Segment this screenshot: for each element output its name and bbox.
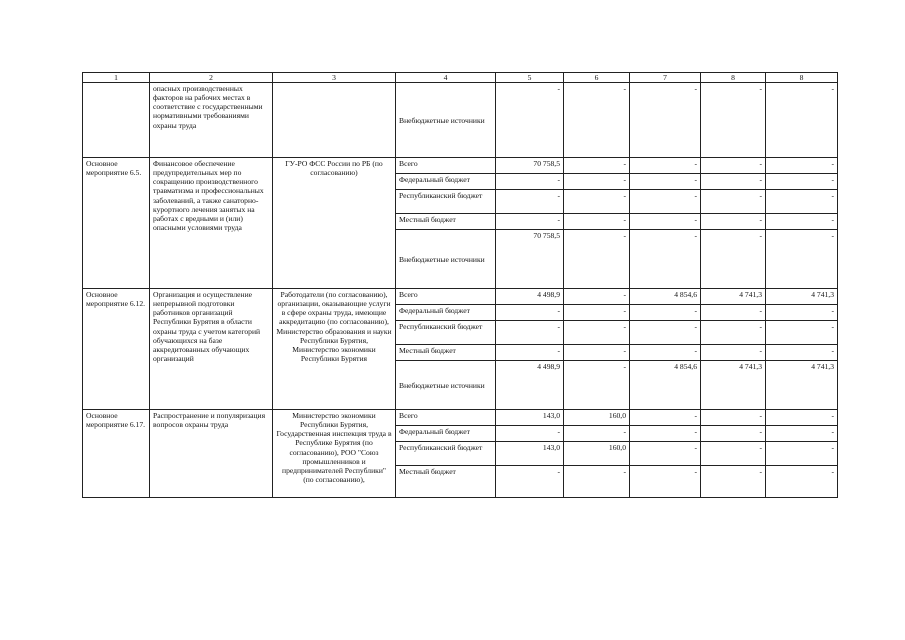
- source-cell: Республиканский бюджет: [396, 190, 496, 214]
- value-cell: -: [766, 426, 838, 442]
- value-cell: 4 741,3: [701, 361, 766, 410]
- source-cell: Федеральный бюджет: [396, 426, 496, 442]
- value-cell: -: [630, 190, 701, 214]
- value-cell: -: [496, 466, 564, 498]
- value-cell: -: [701, 158, 766, 174]
- value-cell: -: [564, 174, 630, 190]
- source-cell: Федеральный бюджет: [396, 305, 496, 321]
- value-cell: -: [701, 190, 766, 214]
- event-name: Основное мероприятие 6.12.: [83, 289, 150, 410]
- value-cell: -: [496, 83, 564, 158]
- value-cell: -: [564, 289, 630, 305]
- value-cell: 4 854,6: [630, 361, 701, 410]
- source-cell: Всего: [396, 289, 496, 305]
- event-name: Основное мероприятие 6.5.: [83, 158, 150, 289]
- executor-cell: Министерство экономики Республики Бурятия, Государственная инспекция труда в Республике Бурятия (по согласованию), РОО "Союз промышленников и предпринимателей Республики" (по согласованию),: [273, 410, 396, 498]
- value-cell: -: [630, 345, 701, 361]
- source-cell: Внебюджетные источники: [396, 361, 496, 410]
- event-cell: [83, 83, 150, 158]
- value-cell: -: [766, 174, 838, 190]
- value-cell: -: [564, 190, 630, 214]
- event-name: Основное мероприятие 6.17.: [83, 410, 150, 498]
- value-cell: 143,0: [496, 410, 564, 426]
- table-row: [83, 158, 838, 174]
- value-cell: 4 498,9: [496, 361, 564, 410]
- value-cell: -: [766, 158, 838, 174]
- value-cell: -: [701, 426, 766, 442]
- value-cell: -: [766, 305, 838, 321]
- value-cell: -: [630, 230, 701, 289]
- value-cell: -: [766, 321, 838, 345]
- value-cell: -: [701, 442, 766, 466]
- description-cell: опасных производственных факторов на рабочих местах в соответствие с государственными нормативными требованиями охраны труда: [150, 83, 273, 158]
- source-cell: Республиканский бюджет: [396, 321, 496, 345]
- value-cell: -: [701, 305, 766, 321]
- value-cell: -: [564, 361, 630, 410]
- value-cell: -: [564, 305, 630, 321]
- value-cell: -: [630, 426, 701, 442]
- column-number: 2: [150, 73, 273, 83]
- table-row: [83, 410, 838, 426]
- table-row: [83, 289, 838, 305]
- source-cell: Республиканский бюджет: [396, 442, 496, 466]
- column-number: 3: [273, 73, 396, 83]
- value-cell: -: [766, 230, 838, 289]
- value-cell: -: [766, 345, 838, 361]
- column-number: 5: [496, 73, 564, 83]
- column-number: 4: [396, 73, 496, 83]
- value-cell: -: [496, 190, 564, 214]
- column-number: 7: [630, 73, 701, 83]
- value-cell: -: [564, 466, 630, 498]
- value-cell: -: [564, 230, 630, 289]
- value-cell: -: [766, 83, 838, 158]
- source-cell: Федеральный бюджет: [396, 174, 496, 190]
- value-cell: -: [766, 442, 838, 466]
- value-cell: -: [766, 214, 838, 230]
- value-cell: 160,0: [564, 410, 630, 426]
- value-cell: 4 854,6: [630, 289, 701, 305]
- column-number: 1: [83, 73, 150, 83]
- value-cell: 70 758,5: [496, 230, 564, 289]
- value-cell: -: [564, 214, 630, 230]
- value-cell: -: [701, 410, 766, 426]
- value-cell: 4 741,3: [701, 289, 766, 305]
- value-cell: -: [701, 466, 766, 498]
- source-cell: Местный бюджет: [396, 214, 496, 230]
- source-cell: Внебюджетные источники: [396, 230, 496, 289]
- value-cell: -: [701, 214, 766, 230]
- value-cell: 143,0: [496, 442, 564, 466]
- table-row: [83, 83, 838, 158]
- value-cell: -: [701, 345, 766, 361]
- value-cell: 70 758,5: [496, 158, 564, 174]
- value-cell: -: [766, 466, 838, 498]
- value-cell: 4 498,9: [496, 289, 564, 305]
- column-number: 8: [701, 73, 766, 83]
- executor-cell: [273, 83, 396, 158]
- value-cell: -: [496, 305, 564, 321]
- value-cell: -: [630, 466, 701, 498]
- value-cell: -: [766, 190, 838, 214]
- column-number: 6: [564, 73, 630, 83]
- value-cell: 160,0: [564, 442, 630, 466]
- executor-cell: Работодатели (по согласованию), организации, оказывающие услуги в сфере охраны труда, имеющие аккредитацию (по согласованию), Министерство образования и науки Республики Бурятия, Министерство экономики Республики Бурятия: [273, 289, 396, 410]
- description-cell: Финансовое обеспечение предупредительных мер по сокращению производственного травматизма и профессиональных заболеваний, а также санаторно-курортного лечения занятых на работах с вредными и (или) опасными условиями труда: [150, 158, 273, 289]
- source-cell: Местный бюджет: [396, 345, 496, 361]
- column-number: 8: [766, 73, 838, 83]
- source-cell: Местный бюджет: [396, 466, 496, 498]
- value-cell: -: [496, 214, 564, 230]
- value-cell: 4 741,3: [766, 289, 838, 305]
- value-cell: -: [496, 345, 564, 361]
- source-cell: Всего: [396, 410, 496, 426]
- value-cell: -: [701, 230, 766, 289]
- value-cell: -: [630, 214, 701, 230]
- value-cell: -: [564, 158, 630, 174]
- value-cell: -: [701, 83, 766, 158]
- value-cell: -: [630, 305, 701, 321]
- value-cell: -: [630, 442, 701, 466]
- value-cell: -: [701, 321, 766, 345]
- value-cell: -: [564, 345, 630, 361]
- value-cell: -: [766, 410, 838, 426]
- value-cell: -: [564, 83, 630, 158]
- source-cell: Внебюджетные источники: [396, 83, 496, 158]
- column-number-row: [83, 73, 838, 83]
- value-cell: -: [496, 426, 564, 442]
- description-cell: Распространение и популяризация вопросов охраны труда: [150, 410, 273, 498]
- value-cell: -: [701, 174, 766, 190]
- value-cell: -: [496, 174, 564, 190]
- executor-cell: ГУ-РО ФСС России по РБ (по согласованию): [273, 158, 396, 289]
- value-cell: -: [630, 158, 701, 174]
- budget-table: [82, 72, 838, 498]
- value-cell: -: [630, 174, 701, 190]
- value-cell: -: [630, 321, 701, 345]
- value-cell: -: [564, 426, 630, 442]
- value-cell: -: [564, 321, 630, 345]
- value-cell: -: [496, 321, 564, 345]
- value-cell: -: [630, 410, 701, 426]
- description-cell: Организация и осуществление непрерывной подготовки работников организаций Республики Бурятия в области охраны труда с учетом категорий обучающихся на базе аккредитованных обучающих организаций: [150, 289, 273, 410]
- value-cell: 4 741,3: [766, 361, 838, 410]
- value-cell: -: [630, 83, 701, 158]
- source-cell: Всего: [396, 158, 496, 174]
